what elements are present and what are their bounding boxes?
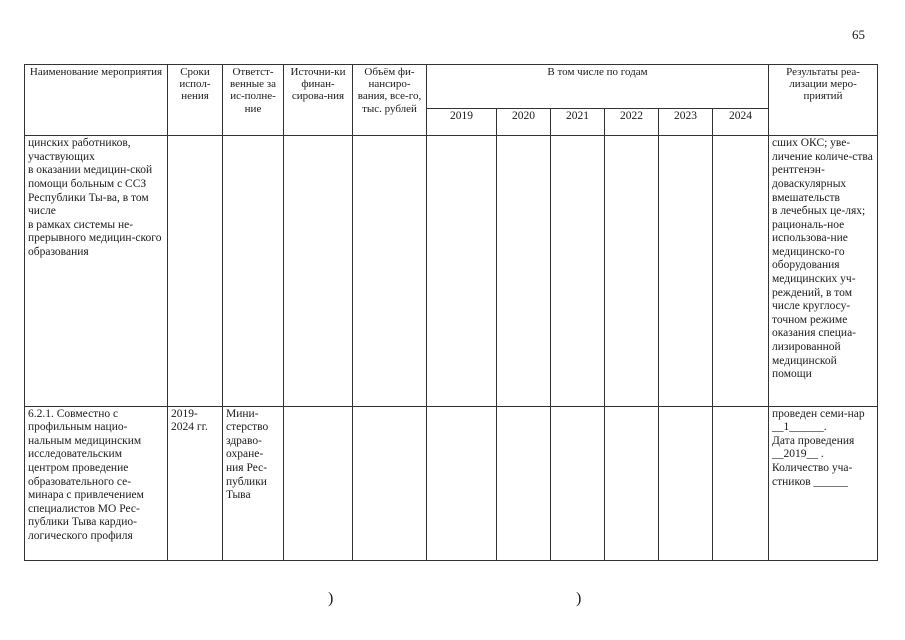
year-2023: 2023	[659, 109, 713, 136]
header-name: Наименование мероприятия	[25, 65, 168, 136]
row-terms	[168, 136, 223, 407]
row-results: сших ОКС; уве-личение количе-ства рентгенэн-доваскулярных вмешательств в лечебных це-лях; рациональ-ное использова-ние медицинско-го оборудования медицинских уч-реждений, в том числе круглосу-точном режиме оказания специа-лизированной медицинской помощи	[769, 136, 878, 407]
row-results: проведен семи-нар __1______. Дата проведения __2019__ . Количество уча-стников ______	[769, 406, 878, 560]
header-sources: Источни-ки финан-сирова-ния	[284, 65, 353, 136]
row-2021	[551, 136, 605, 407]
row-name: цинских работников, участвующих в оказании медицин-ской помощи больным с ССЗ Республики Ты-ва, в том числе в рамках системы не-прерывного медицин-ского образования	[25, 136, 168, 407]
header-years-group: В том числе по годам	[427, 65, 769, 109]
year-2019: 2019	[427, 109, 497, 136]
row-sources	[284, 406, 353, 560]
header-terms: Сроки испол-нения	[168, 65, 223, 136]
year-2020: 2020	[497, 109, 551, 136]
row-2019	[427, 136, 497, 407]
row-terms: 2019-2024 гг.	[168, 406, 223, 560]
row-responsible	[223, 136, 284, 407]
table-row	[25, 136, 878, 407]
row-2019	[427, 406, 497, 560]
activities-table	[24, 64, 878, 561]
row-2022	[605, 406, 659, 560]
row-sources	[284, 136, 353, 407]
row-2023	[659, 406, 713, 560]
row-2024	[713, 136, 769, 407]
row-name: 6.2.1. Совместно с профильным нацио-нальным медицинским исследовательским центром проведение образовательного се-минара с привлечением специалистов МО Рес-публики Тыва кардио-логического профиля	[25, 406, 168, 560]
scan-mark: )	[576, 590, 582, 607]
row-2024	[713, 406, 769, 560]
year-2024: 2024	[713, 109, 769, 136]
row-2020	[497, 406, 551, 560]
page-number: 65	[852, 27, 865, 42]
year-2022: 2022	[605, 109, 659, 136]
header-results: Результаты реа-лизации меро-приятий	[769, 65, 878, 136]
row-2021	[551, 406, 605, 560]
header-volume: Объём фи-нансиро-вания, все-го, тыс. рублей	[353, 65, 427, 136]
row-volume	[353, 406, 427, 560]
scan-mark: )	[328, 590, 334, 607]
row-volume	[353, 136, 427, 407]
row-2022	[605, 136, 659, 407]
row-2020	[497, 136, 551, 407]
year-2021: 2021	[551, 109, 605, 136]
table-row	[25, 406, 878, 560]
header-responsible: Ответст-венные за ис-полне-ние	[223, 65, 284, 136]
row-responsible: Мини-стерство здраво-охране-ния Рес-публики Тыва	[223, 406, 284, 560]
row-2023	[659, 136, 713, 407]
